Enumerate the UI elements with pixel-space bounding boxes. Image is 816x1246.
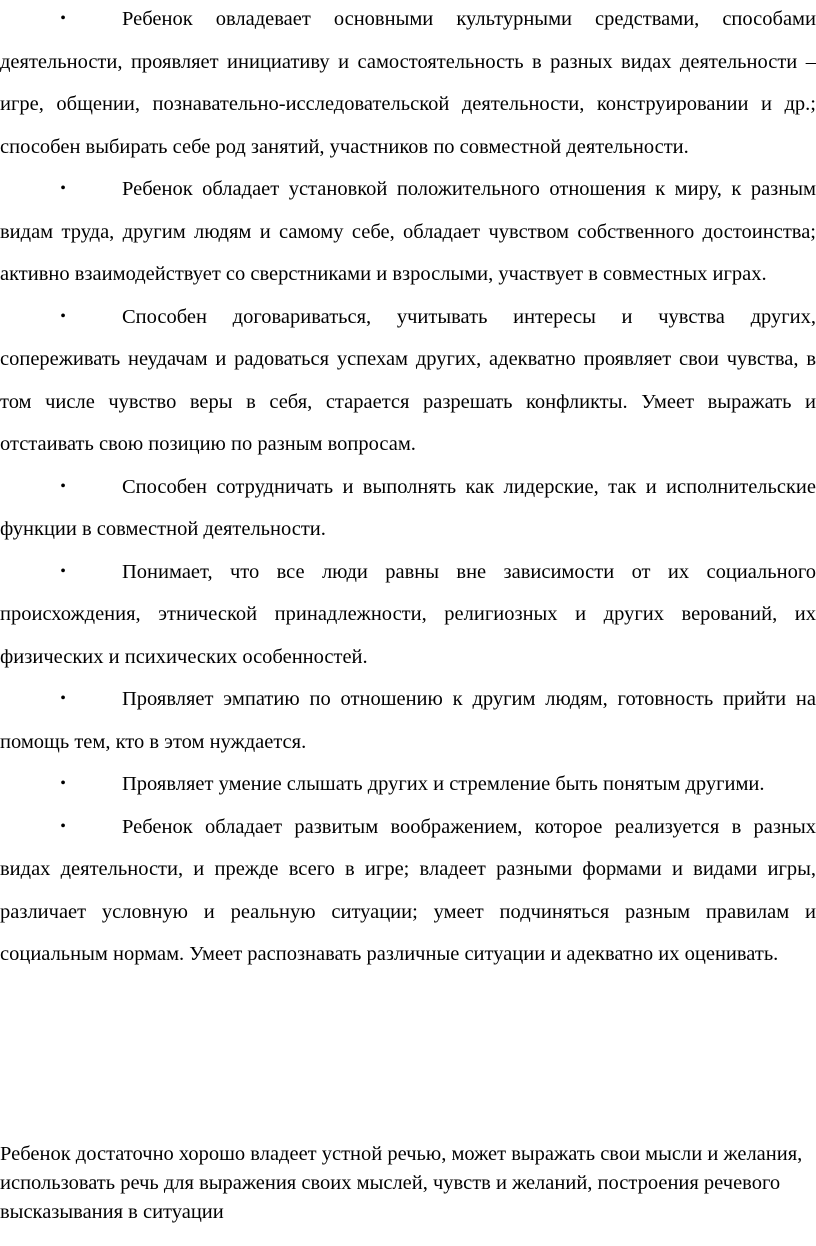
list-item xyxy=(0,168,816,296)
list-item xyxy=(0,806,816,976)
list-item-text: Проявляет эмпатию по отношению к другим людям, готовность прийти на помощь тем, кто в этом нуждается. xyxy=(0,688,816,753)
list-item-text: Ребенок обладает развитым воображением, которое реализуется в разных видах деятельности, и прежде всего в игре; владеет разными формами и видами игры, различает условную и реальную ситуации; умеет подчиняться разным правилам и социальным нормам. Умеет распознавать различные ситуации и адекватно их оценивать. xyxy=(0,815,816,965)
bullet-icon: • xyxy=(60,562,66,580)
list-item xyxy=(0,551,816,679)
list-item xyxy=(0,466,816,551)
list-item xyxy=(0,0,816,168)
list-item-text: Ребенок обладает установкой положительного отношения к миру, к разным видам труда, другим людям и самому себе, обладает чувством собственного достоинства; активно взаимодействует со сверстниками и взрослыми, участвует в совместных играх. xyxy=(0,178,816,285)
list-item-text: Способен сотрудничать и выполнять как лидерские, так и исполнительские функции в совместной деятельности. xyxy=(0,475,816,540)
list-item-text: Способен договариваться, учитывать интересы и чувства других, сопереживать неудачам и радоваться успехам других, адекватно проявляет свои чувства, в том числе чувство веры в себя, старается разрешать конфликты. Умеет выражать и отстаивать свою позицию по разным вопросам. xyxy=(0,305,816,455)
bullet-icon: • xyxy=(60,817,66,835)
list-item xyxy=(0,678,816,763)
closing-paragraph: Ребенок достаточно хорошо владеет устной речью, может выражать свои мысли и желания, использовать речь для выражения своих мыслей, чувств и желаний, построения речевого высказывания в ситуации xyxy=(0,1143,803,1223)
bullet-icon: • xyxy=(60,180,66,197)
closing-paragraph-block xyxy=(0,1140,816,1227)
bullet-icon: • xyxy=(60,775,66,792)
list-item-text: Проявляет умение слышать других и стремление быть понятым другими. xyxy=(122,773,765,795)
list-item xyxy=(0,296,816,466)
bullet-icon: • xyxy=(60,477,66,495)
bullet-icon: • xyxy=(60,690,66,707)
bullet-icon: • xyxy=(60,10,66,27)
list-item-text: Понимает, что все люди равны вне зависимости от их социального происхождения, этнической принадлежности, религиозных и других верований, их физических и психических особенностей. xyxy=(0,560,816,668)
list-item-text: Ребенок овладевает основными культурными средствами, способами деятельности, проявляет инициативу и самостоятельность в разных видах деятельности – игре, общении, познавательно-исследовательской деятельности, конструировании и др.; способен выбирать себе род занятий, участников по совместной деятельности. xyxy=(0,8,816,158)
bullet-icon: • xyxy=(60,307,66,325)
list-item xyxy=(0,763,816,806)
